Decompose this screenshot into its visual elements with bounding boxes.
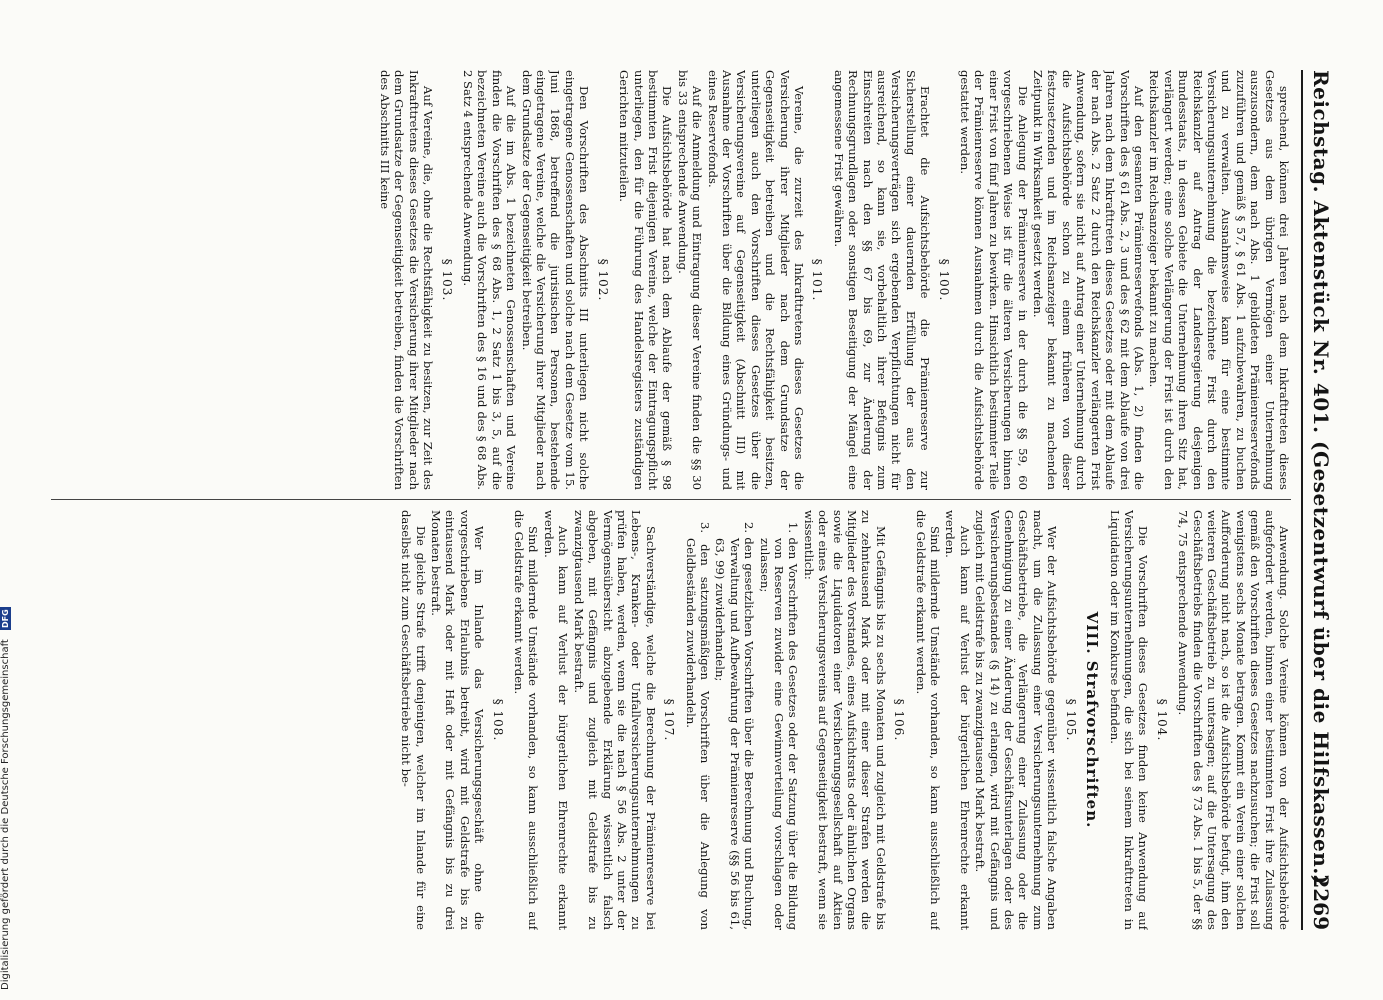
digitization-footer xyxy=(0,0,16,1000)
text-column-left xyxy=(1,70,1291,490)
paragraph: Den Vorschriften des Abschnitts III unterliegen nicht solche eingetragene Genossenschaften und solche nach dem Gesetze vom 15. Juni 1868, betreffend die juristischen Personen, bestehende eingetragene Vereine, welche die Versicherung ihrer Mitglieder nach dem Grundsatze der Gegenseitigkeit betreiben. xyxy=(519,70,592,490)
section-heading: § 108. xyxy=(490,698,505,742)
paragraph: Anwendung. Solche Vereine können von der Aufsichtsbehörde aufgefordert werden, binnen einer bestimmten Frist ihre Zulassung gemäß den Vorschriften dieses Gesetzes nachzusuchen; die Frist soll wenigstens sechs Monate betragen. Kommt ein Verein einer solchen Aufforderung nicht nach, so ist die Aufsichtsbehörde befugt, ihm den weiteren Geschäftsbetrieb zu untersagen; auf die Untersagung des Geschäftsbetriebs finden die Vorschriften des § 73 Abs. 1 bis 5, der §§ 74, 75 entsprechende Anwendung. xyxy=(1176,510,1291,930)
section-heading: § 100. xyxy=(936,258,951,302)
section-heading: § 104. xyxy=(1154,698,1169,742)
footer-text: Digitalisierung gefördert durch die Deutsche Forschungsgemeinschaft xyxy=(0,639,11,990)
paragraph: Wer im Inlande das Versicherungsgeschäft ohne die vorgeschriebene Erlaubnis betreibt, wird mit Geldstrafe bis zu eintausend Mark oder mit Haft oder mit Gefängnis bis zu drei Monaten bestraft. xyxy=(429,510,487,930)
paragraph: Sind mildernde Umstände vorhanden, so kann ausschließlich auf die Geldstrafe erkannt werden. xyxy=(512,510,541,930)
paragraph: Die Vorschriften dieses Gesetzes finden keine Anwendung auf Versicherungsunternehmungen, die sich bei seinem Inkrafttreten in Liquidation oder im Konkurse befinden. xyxy=(1107,510,1151,930)
paragraph: Auf den gesamten Prämienreservefonds (Abs. 1, 2) finden die Vorschriften des § 61 Abs. 2, 3 und des § 62 mit dem Ablaufe von drei Jahren nach dem Inkrafttreten dieses Gesetzes oder mit dem Ablaufe der nach Abs. 2 Satz 2 durch den Reichskanzler verlängerten Frist Anwendung, sofern sie nicht auf Antrag einer Unternehmung durch die Aufsichtsbehörde schon zu einem früheren von dieser festzusetzenden und im Reichsanzeiger bekannt zu machenden Zeitpunkt in Wirksamkeit gesetzt werden. xyxy=(1031,70,1146,490)
page-header xyxy=(1301,70,1343,930)
paragraph: Die Aufsichtsbehörde hat nach dem Ablaufe der gemäß § 98 bestimmten Frist diejenigen Vereine, welche der Eintragungspflicht unterliegen, den für die Führung des Handelsregisters zuständigen Gerichten mitzuteilen. xyxy=(617,70,675,490)
paragraph: Sachverständige, welche die Berechnung der Prämienreserve bei Lebens-, Kranken- oder Unfallversicherungsunternehmungen zu prüfen haben, werden, wenn sie die nach § 56 Abs. 2 unter der Vermögensübersicht abzugebende Erklärung wissentlich falsch abgeben, mit Gefängnis und zugleich mit Geldstrafe bis zu zwanzigtausend Mark bestraft. xyxy=(571,510,658,930)
list-item: 3. den satzungsmäßigen Vorschriften über die Anlegung von Geldbeständen zuwiderhandeln. xyxy=(683,522,712,930)
paragraph: Erachtet die Aufsichtsbehörde die Prämienreserve zur Sicherstellung einer dauernden Erfüllung der aus den Versicherungsverträgen sich ergebenden Verpflichtungen nicht für ausreichend, so kann sie, vorbehaltlich ihrer Befugnis zum Einschreiten nach den §§ 67 bis 69, zur Änderung der Rechnungsgrundlagen oder sonstigen Beseitigung der Mängel eine angemessene Frist gewähren. xyxy=(831,70,933,490)
paragraph: Auch kann auf Verlust der bürgerlichen Ehrenrechte erkannt werden. xyxy=(541,510,571,930)
chapter-heading: VIII. Strafvorschriften. xyxy=(1083,611,1102,829)
paragraph: Auf die im Abs. 1 bezeichneten Genossenschaften und Vereine finden die Vorschriften des § 68 Abs. 1, 2 Satz 1 bis 3, 5, auf die bezeichneten Vereine auch die Vorschriften des § 16 und des § 68 Abs. 2 Satz 4 entsprechende Anwendung. xyxy=(461,70,519,490)
paragraph: Die Anlegung der Prämienreserve in der durch die §§ 59, 60 vorgeschriebenen Weise ist für die älteren Versicherungen binnen einer Frist von fünf Jahren zu bewirken. Hinsichtlich bestimmter Teile der Prämienreserve können Ausnahmen durch die Aufsichtsbehörde gestattet werden. xyxy=(958,70,1030,490)
paragraph: Mit Gefängnis bis zu sechs Monaten und zugleich mit Geldstrafe bis zu zehntausend Mark oder mit einer dieser Strafen werden die Mitglieder des Vorstandes, eines Aufsichtsrats oder ähnlichen Organs sowie die Liquidatoren einer Versicherungsgesellschaft auf Aktien oder eines Versicherungsvereins auf Gegenseitigkeit bestraft, wenn sie wissentlich: xyxy=(801,510,888,930)
column-divider xyxy=(51,499,1291,500)
list-item: 1. den Vorschriften des Gesetzes oder der Satzung über die Bildung von Reserven zuwider eine Gewinnverteilung vorschlagen oder zulassen; xyxy=(757,522,801,930)
list-item: 2. den gesetzlichen Vorschriften über die Berechnung und Buchung, Verwaltung und Aufbewahrung der Prämienreserve (§§ 56 bis 61, 63, 99) zuwiderhandeln; xyxy=(713,522,757,930)
paragraph: Auf die Anmeldung und Eintragung dieser Vereine finden die §§ 30 bis 33 entsprechende Anwendung. xyxy=(675,70,705,490)
section-heading: § 102. xyxy=(595,258,610,302)
paragraph: sprechend, können drei Jahren nach dem Inkrafttreten dieses Gesetzes aus dem übrigen Vermögen einer Unternehmung auszusondern, dem nach Abs. 1 gebildeten Prämienreservefonds zuzuführen und gemäß § 57, § 61 Abs. 1 aufzubewahren, zu buchen und zu verwalten. Ausnahmsweise kann für eine bestimmte Versicherungsunternehmung die bezeichnete Frist durch den Reichskanzler auf Antrag der Landesregierung desjenigen Bundesstaats, in dessen Gebiete die Unternehmung ihren Sitz hat, verlängert werden; eine solche Verlängerung der Frist ist durch den Reichskanzler im Reichsanzeiger bekannt zu machen. xyxy=(1147,70,1291,490)
section-heading: § 101. xyxy=(810,258,825,302)
dfg-logo: DFG xyxy=(1,609,10,628)
paragraph: Die gleiche Strafe trifft denjenigen, welcher im Inlande für eine daselbst nicht zum Geschäftsbetriebe nicht be- xyxy=(399,510,428,930)
paragraph: Auf Vereine, die, ohne die Rechtsfähigkeit zu besitzen, zur Zeit des Inkrafttretens dieses Gesetzes die Versicherung ihrer Mitglieder nach dem Grundsatze der Gegenseitigkeit betreiben, finden die Vorschriften des Abschnitts III keine xyxy=(378,70,436,490)
section-heading: § 105. xyxy=(1063,698,1078,742)
page-number: 2269 xyxy=(1309,874,1333,930)
paragraph: Sind mildernde Umstände vorhanden, so kann ausschließlich auf die Geldstrafe erkannt werden. xyxy=(913,510,943,930)
header-title: Reichstag. Aktenstück Nr. 401. (Gesetzentwurf über die Hilfskassen.) xyxy=(1309,70,1333,885)
paragraph: Auch kann auf Verlust der bürgerlichen Ehrenrechte erkannt werden. xyxy=(943,510,972,930)
section-heading: § 107. xyxy=(662,698,677,742)
paragraph: Vereine, die zurzeit des Inkrafttretens dieses Gesetzes die Versicherung ihrer Mitglieder nach dem Grundsatze der Gegenseitigkeit betreiben und die Rechtsfähigkeit besitzen, unterliegen auch den Vorschriften dieses Gesetzes über die Versicherungsvereine auf Gegenseitigkeit (Abschnitt III) mit Ausnahme der Vorschriften über die Bildung eines Gründungs- und eines Reservefonds. xyxy=(705,70,806,490)
text-column-right xyxy=(1,510,1291,930)
section-heading: § 103. xyxy=(439,258,454,302)
paragraph: Wer der Aufsichtsbehörde gegenüber wissentlich falsche Angaben macht, um die Zulassung einer Versicherungsunternehmung zum Geschäftsbetriebe, die Verlängerung einer Zulassung oder die Genehmigung zu einer Änderung der Geschäftsunterlagen oder des Versicherungsbestandes (§ 14) zu erlangen, wird mit Gefängnis und zugleich mit Geldstrafe bis zu zwanzigtausend Mark bestraft. xyxy=(973,510,1060,930)
section-heading: § 106. xyxy=(892,698,907,742)
